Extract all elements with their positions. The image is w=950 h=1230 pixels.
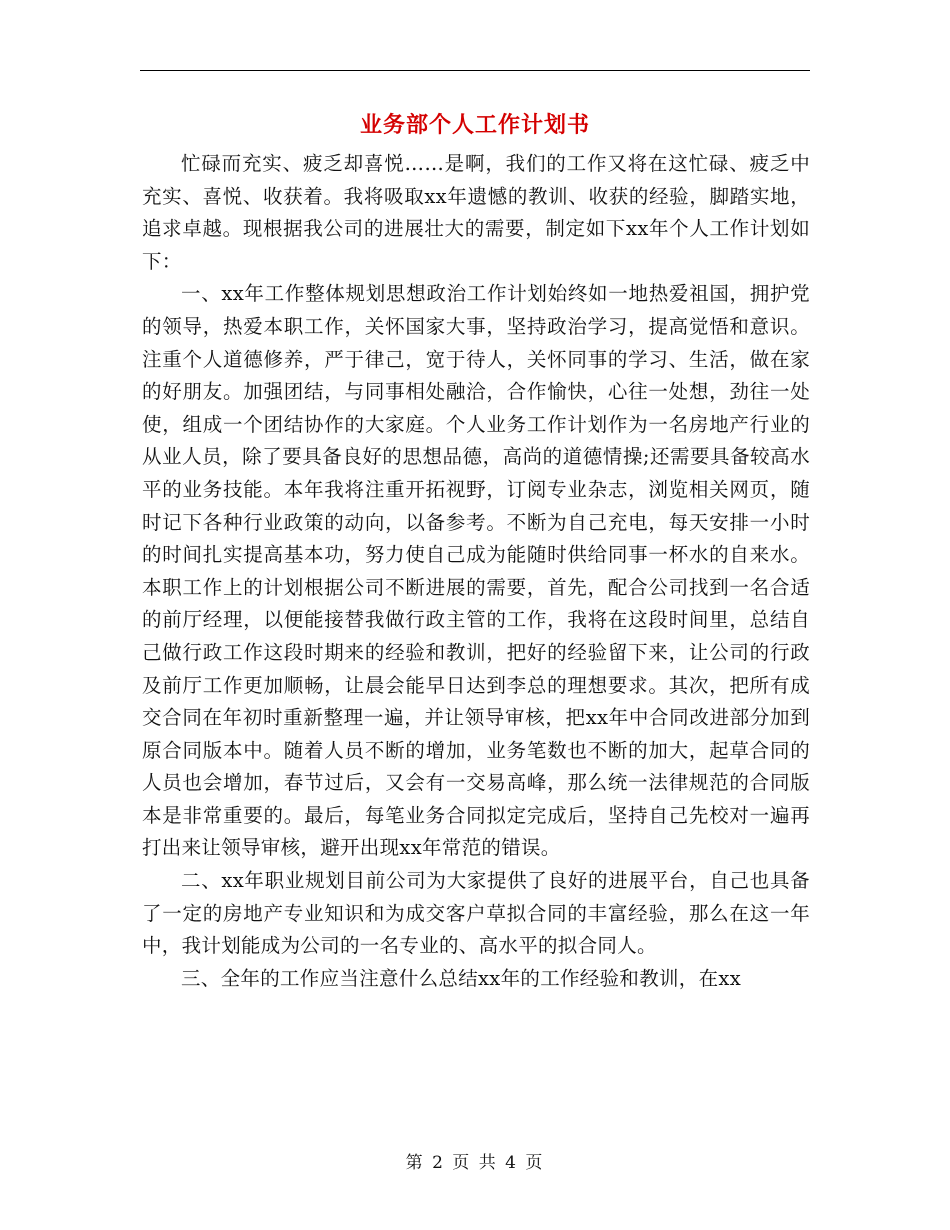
- document-body: [142, 148, 810, 995]
- paragraph-section-1: 一、xx年工作整体规划思想政治工作计划始终如一地热爱祖国，拥护党的领导，热爱本职工作，关怀国家大事，坚持政治学习，提高觉悟和意识。注重个人道德修养，严于律己，宽于待人，关怀同事的学习、生活，做在家的好朋友。加强团结，与同事相处融洽，合作愉快，心往一处想，劲往一处使，组成一个团结协作的大家庭。个人业务工作计划作为一名房地产行业的从业人员，除了要具备良好的思想品德，高尚的道德情操;还需要具备较高水平的业务技能。本年我将注重开拓视野，订阅专业杂志，浏览相关网页，随时记下各种行业政策的动向，以备参考。不断为自己充电，每天安排一小时的时间扎实提高基本功，努力使自己成为能随时供给同事一杯水的自来水。本职工作上的计划根据公司不断进展的需要，首先，配合公司找到一名合适的前厅经理，以便能接替我做行政主管的工作，我将在这段时间里，总结自己做行政工作这段时期来的经验和教训，把好的经验留下来，让公司的行政及前厅工作更加顺畅，让晨会能早日达到李总的理想要求。其次，把所有成交合同在年初时重新整理一遍，并让领导审核，把xx年中合同改进部分加到原合同版本中。随着人员不断的增加，业务笔数也不断的加大，起草合同的人员也会增加，春节过后，又会有一交易高峰，那么统一法律规范的合同版本是非常重要的。最后，每笔业务合同拟定完成后，坚持自己先校对一遍再打出来让领导审核，避开出现xx年常范的错误。: [142, 282, 810, 860]
- page-number: 第 2 页 共 4 页: [405, 1153, 545, 1173]
- paragraph-section-2: 二、xx年职业规划目前公司为大家提供了良好的进展平台，自己也具备了一定的房地产专业知识和为成交客户草拟合同的丰富经验，那么在这一年中，我计划能成为公司的一名专业的、高水平的拟合同人。: [142, 869, 810, 958]
- header-rule: [140, 70, 810, 71]
- document-title: 业务部个人工作计划书: [359, 112, 590, 138]
- paragraph-intro: 忙碌而充实、疲乏却喜悦……是啊，我们的工作又将在这忙碌、疲乏中充实、喜悦、收获着。我将吸取xx年遗憾的教训、收获的经验，脚踏实地，追求卓越。现根据我公司的进展壮大的需要，制定如下xx年个人工作计划如下：: [142, 152, 810, 273]
- paragraph-section-3: 三、全年的工作应当注意什么总结xx年的工作经验和教训，在xx: [181, 966, 741, 990]
